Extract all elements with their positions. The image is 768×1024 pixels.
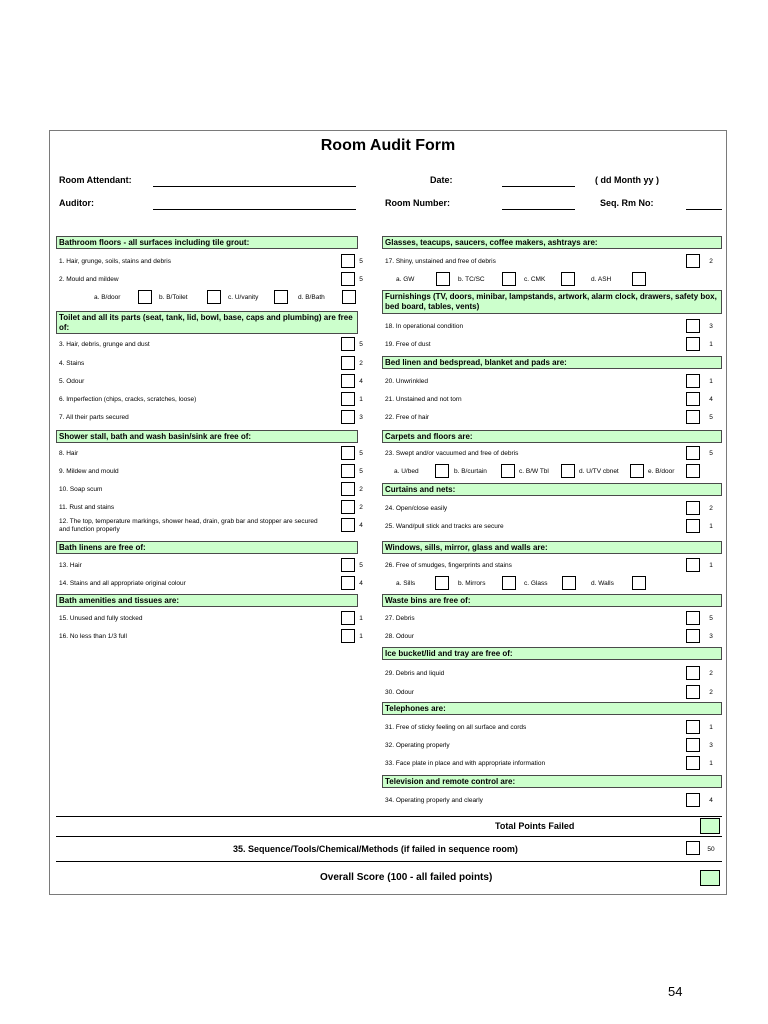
date-field[interactable] [502,186,575,187]
points-item-35: 50 [707,846,715,853]
points-item-5: 4 [359,378,363,385]
checkbox-glasses-c[interactable] [561,272,575,286]
date-format-hint: ( dd Month yy ) [595,175,659,185]
item-23: 23. Swept and/or vacuumed and free of debris [385,450,519,457]
item-9: 9. Mildew and mould [59,468,119,475]
checkbox-item-12[interactable] [341,518,355,532]
item-17: 17. Shiny, unstained and free of debris [385,258,496,265]
sub-carpets-d: d. U/TV cbnet [579,468,619,475]
item-11: 11. Rust and stains [59,504,115,511]
checkbox-item-28[interactable] [686,629,700,643]
divider [56,836,722,837]
points-item-21: 4 [709,396,713,403]
total-points-failed-field[interactable] [700,818,720,834]
points-item-19: 1 [709,341,713,348]
points-item-34: 4 [709,797,713,804]
checkbox-carpets-c[interactable] [561,464,575,478]
item-2: 2. Mould and mildew [59,276,119,283]
item-8: 8. Hair [59,450,79,457]
item-26: 26. Free of smudges, fingerprints and stains [385,562,512,569]
divider [56,816,722,817]
points-item-16: 1 [359,633,363,640]
checkbox-item-23[interactable] [686,446,700,460]
points-item-23: 5 [709,450,713,457]
room-audit-form [49,130,727,895]
sub-glasses-a: a. GW [396,276,415,283]
sub-carpets-c: c. B/W Tbl [519,468,549,475]
checkbox-glasses-d[interactable] [632,272,646,286]
section-bed-linen: Bed linen and bedspread, blanket and pads are: [382,356,722,369]
checkbox-mould-b[interactable] [207,290,221,304]
points-item-22: 5 [709,414,713,421]
checkbox-item-2[interactable] [341,272,355,286]
points-item-2: 5 [359,276,363,283]
total-points-failed-label: Total Points Failed [495,821,575,831]
section-bath-amenities: Bath amenities and tissues are: [56,594,358,607]
item-27: 27. Debris [385,615,415,622]
checkbox-windows-c[interactable] [562,576,576,590]
seq-rm-no-label: Seq. Rm No: [600,198,654,208]
checkbox-item-19[interactable] [686,337,700,351]
sub-glasses-b: b. TC/SC [458,276,485,283]
item-4: 4. Stains [59,360,85,367]
section-furnishings: Furnishings (TV, doors, minibar, lampstands, artwork, alarm clock, drawers, safety box, bed board, tables, vents) [382,290,722,314]
points-item-26: 1 [709,562,713,569]
checkbox-item-9[interactable] [341,464,355,478]
points-item-27: 5 [709,615,713,622]
checkbox-item-16[interactable] [341,629,355,643]
item-20: 20. Unwrinkled [385,378,428,385]
checkbox-item-35[interactable] [686,841,700,855]
sub-mould-d: d. B/Bath [298,294,325,301]
points-item-30: 2 [709,689,713,696]
item-30: 30. Odour [385,689,414,696]
points-item-11: 2 [359,504,363,511]
checkbox-item-3[interactable] [341,337,355,351]
item-33: 33. Face plate in place and with appropriate information [385,760,546,767]
checkbox-item-5[interactable] [341,374,355,388]
checkbox-item-22[interactable] [686,410,700,424]
checkbox-item-6[interactable] [341,392,355,406]
item-5: 5. Odour [59,378,85,385]
section-shower: Shower stall, bath and wash basin/sink are free of: [56,430,358,443]
checkbox-item-25[interactable] [686,519,700,533]
item-24: 24. Open/close easily [385,505,448,512]
checkbox-item-33[interactable] [686,756,700,770]
points-item-3: 5 [359,341,363,348]
section-glasses: Glasses, teacups, saucers, coffee makers, ashtrays are: [382,236,722,249]
item-21: 21. Unstained and not torn [385,396,462,403]
room-attendant-label: Room Attendant: [59,175,132,185]
points-item-28: 3 [709,633,713,640]
date-label: Date: [430,175,453,185]
checkbox-item-1[interactable] [341,254,355,268]
checkbox-item-24[interactable] [686,501,700,515]
checkbox-carpets-a[interactable] [435,464,449,478]
section-waste-bins: Waste bins are free of: [382,594,722,607]
item-22: 22. Free of hair [385,414,430,421]
item-16: 16. No less than 1/3 full [59,633,127,640]
checkbox-item-10[interactable] [341,482,355,496]
checkbox-item-4[interactable] [341,356,355,370]
sub-glasses-d: d. ASH [591,276,612,283]
points-item-31: 1 [709,724,713,731]
sub-mould-c: c. U/vanity [228,294,259,301]
points-item-17: 2 [709,258,713,265]
sub-windows-b: b. Mirrors [458,580,486,587]
section-telephones: Telephones are: [382,702,722,715]
section-bathroom-floors: Bathroom floors - all surfaces including tile grout: [56,236,358,249]
checkbox-item-20[interactable] [686,374,700,388]
points-item-4: 2 [359,360,363,367]
points-item-1: 5 [359,258,363,265]
sub-glasses-c: c. CMK [524,276,546,283]
points-item-25: 1 [709,523,713,530]
sub-windows-a: a. Sills [396,580,416,587]
checkbox-glasses-a[interactable] [436,272,450,286]
points-item-29: 2 [709,670,713,677]
points-item-7: 3 [359,414,363,421]
section-toilet: Toilet and all its parts (seat, tank, lid, bowl, base, caps and plumbing) are free of: [56,311,358,334]
checkbox-item-27[interactable] [686,611,700,625]
points-item-20: 1 [709,378,713,385]
section-television: Television and remote control are: [382,775,722,788]
section-bath-linens: Bath linens are free of: [56,541,358,554]
seq-rm-no-field[interactable] [686,209,722,210]
item-3: 3. Hair, debris, grunge and dust [59,341,150,348]
checkbox-windows-b[interactable] [502,576,516,590]
section-curtains: Curtains and nets: [382,483,722,496]
checkbox-windows-d[interactable] [632,576,646,590]
page-number: 54 [668,984,683,999]
item-31: 31. Free of sticky feeling on all surface and cords [385,724,527,731]
item-19: 19. Free of dust [385,341,431,348]
sub-carpets-b: b. B/curtain [454,468,487,475]
checkbox-item-11[interactable] [341,500,355,514]
item-1: 1. Hair, grunge, soils, stains and debris [59,258,172,265]
checkbox-item-14[interactable] [341,576,355,590]
room-attendant-field[interactable] [153,186,356,187]
section-ice-bucket: Ice bucket/lid and tray are free of: [382,647,722,660]
section-carpets: Carpets and floors are: [382,430,722,443]
points-item-10: 2 [359,486,363,493]
checkbox-item-34[interactable] [686,793,700,807]
checkbox-item-8[interactable] [341,446,355,460]
checkbox-glasses-b[interactable] [502,272,516,286]
sequence-label: 35. Sequence/Tools/Chemical/Methods (if failed in sequence room) [233,844,518,854]
points-item-9: 5 [359,468,363,475]
checkbox-carpets-b[interactable] [501,464,515,478]
checkbox-carpets-e[interactable] [686,464,700,478]
checkbox-item-7[interactable] [341,410,355,424]
checkbox-mould-c[interactable] [274,290,288,304]
checkbox-item-32[interactable] [686,738,700,752]
points-item-14: 4 [359,580,363,587]
item-13: 13. Hair [59,562,82,569]
room-number-label: Room Number: [385,198,450,208]
checkbox-item-29[interactable] [686,666,700,680]
points-item-12: 4 [359,522,363,529]
checkbox-item-13[interactable] [341,558,355,572]
sub-windows-c: c. Glass [524,580,548,587]
points-item-18: 3 [709,323,713,330]
checkbox-item-31[interactable] [686,720,700,734]
checkbox-item-17[interactable] [686,254,700,268]
item-29: 29. Debris and liquid [385,670,445,677]
sub-mould-a: a. B/door [94,294,121,301]
item-34: 34. Operating properly and clearly [385,797,483,804]
checkbox-item-26[interactable] [686,558,700,572]
item-28: 28. Odour [385,633,414,640]
points-item-6: 1 [359,396,363,403]
item-14: 14. Stains and all appropriate original colour [59,580,186,587]
points-item-15: 1 [359,615,363,622]
item-7: 7. All their parts secured [59,414,129,421]
checkbox-windows-a[interactable] [435,576,449,590]
auditor-label: Auditor: [59,198,94,208]
checkbox-item-15[interactable] [341,611,355,625]
room-number-field[interactable] [502,209,575,210]
points-item-33: 1 [709,760,713,767]
checkbox-item-30[interactable] [686,685,700,699]
item-10: 10. Soap scum [59,486,103,493]
form-title: Room Audit Form [320,137,456,154]
sub-mould-b: b. B/Toilet [159,294,188,301]
sub-carpets-e: e. B/door [648,468,675,475]
section-windows: Windows, sills, mirror, glass and walls are: [382,541,722,554]
sub-carpets-a: a. U/bed [394,468,419,475]
points-item-24: 2 [709,505,713,512]
item-12: 12. The top, temperature markings, shower head, drain, grab bar and stopper are secured and function properly [59,518,318,533]
sub-windows-d: d. Walls [591,580,614,587]
item-32: 32. Operating properly [385,742,450,749]
item-25: 25. Wand/pull stick and tracks are secure [385,523,504,530]
points-item-32: 3 [709,742,713,749]
checkbox-item-18[interactable] [686,319,700,333]
item-15: 15. Unused and fully stocked [59,615,143,622]
divider [56,861,722,862]
item-18: 18. In operational condition [385,323,464,330]
checkbox-mould-a[interactable] [138,290,152,304]
checkbox-item-21[interactable] [686,392,700,406]
overall-score-field[interactable] [700,870,720,886]
checkbox-mould-d[interactable] [342,290,356,304]
item-6: 6. Imperfection (chips, cracks, scratches, loose) [59,396,197,403]
checkbox-carpets-d[interactable] [630,464,644,478]
points-item-8: 5 [359,450,363,457]
overall-score-label: Overall Score (100 - all failed points) [320,872,493,883]
auditor-field[interactable] [153,209,356,210]
points-item-13: 5 [359,562,363,569]
